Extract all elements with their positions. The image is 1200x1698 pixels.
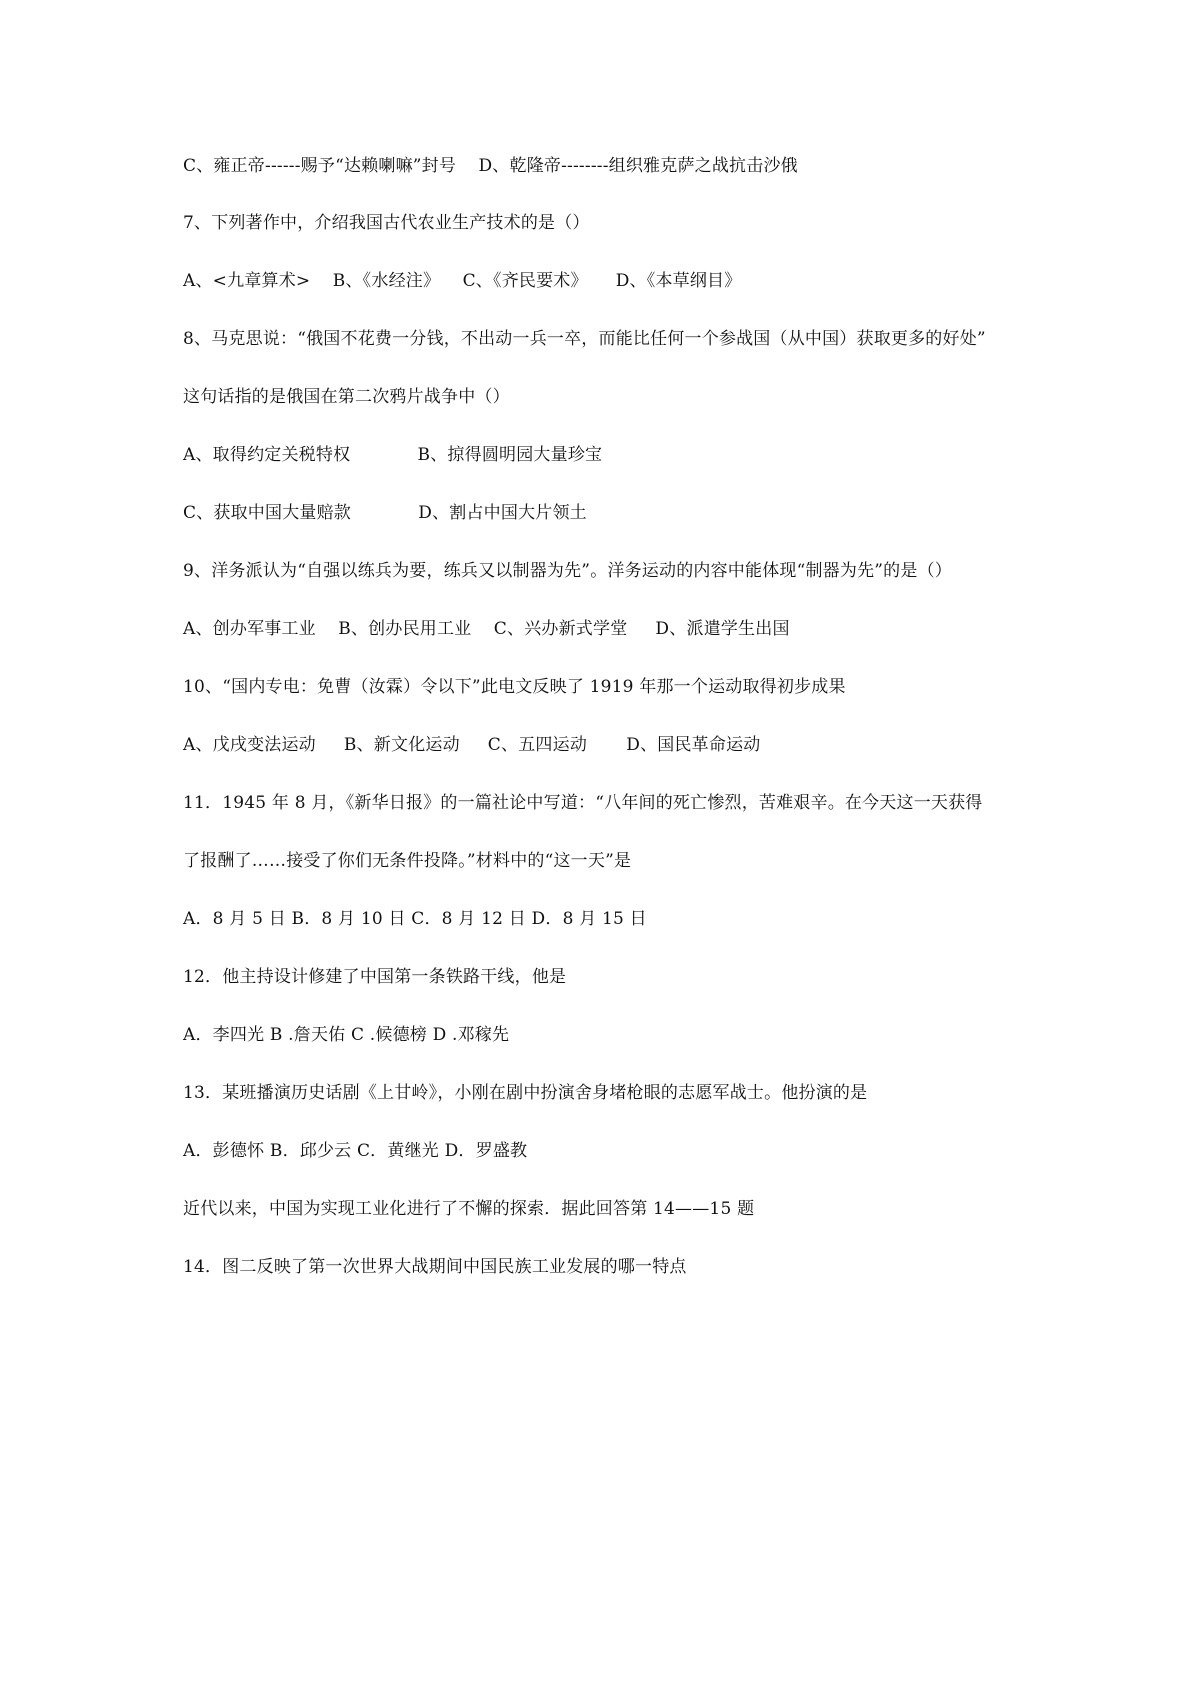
question-11-stem-continued: 了报酬了……接受了你们无条件投降。”材料中的“这一天”是	[183, 851, 632, 871]
question-11-options: A．8 月 5 日 B．8 月 10 日 C．8 月 12 日 D．8 月 15 日	[183, 909, 647, 929]
question-13-options: A．彭德怀 B．邱少云 C．黄继光 D．罗盛教	[183, 1141, 528, 1161]
question-13-stem: 13．某班播演历史话剧《上甘岭》，小刚在剧中扮演舍身堵枪眼的志愿军战士。他扮演的是	[183, 1083, 868, 1103]
question-10-stem: 10、“国内专电：免曹（汝霖）令以下”此电文反映了 1919 年那一个运动取得初步成果	[183, 677, 846, 697]
question-10-options: A、戊戌变法运动 B、新文化运动 C、五四运动 D、国民革命运动	[183, 735, 761, 755]
question-9-options: A、创办军事工业 B、创办民用工业 C、兴办新式学堂 D、派遣学生出国	[183, 619, 790, 639]
question-8-options-cd: C、获取中国大量赔款 D、割占中国大片领土	[183, 503, 587, 523]
question-14-stem: 14．图二反映了第一次世界大战期间中国民族工业发展的哪一特点	[183, 1257, 687, 1277]
question-8-stem-continued: 这句话指的是俄国在第二次鸦片战争中（）	[183, 387, 510, 407]
question-12-options: A．李四光 B .詹天佑 C .候德榜 D .邓稼先	[183, 1025, 510, 1045]
question-9-stem: 9、洋务派认为“自强以练兵为要，练兵又以制器为先”。洋务运动的内容中能体现“制器为先”的是（）	[183, 561, 952, 581]
section-intro-14-15: 近代以来，中国为实现工业化进行了不懈的探索．据此回答第 14——15 题	[183, 1199, 755, 1219]
question-12-stem: 12．他主持设计修建了中国第一条铁路干线，他是	[183, 967, 567, 987]
question-6-option-cd: C、雍正帝------赐予“达赖喇嘛”封号 D、乾隆帝--------组织雅克萨之战抗击沙俄	[183, 156, 798, 176]
question-7-options: A、<九章算术> B、《水经注》 C、《齐民要术》 D、《本草纲目》	[183, 271, 742, 291]
question-7-stem: 7、下列著作中，介绍我国古代农业生产技术的是（）	[183, 213, 590, 233]
question-8-stem: 8、马克思说：“俄国不花费一分钱，不出动一兵一卒，而能比任何一个参战国（从中国）获取更多的好处”	[183, 329, 986, 349]
question-11-stem: 11．1945 年 8 月，《新华日报》的一篇社论中写道：“八年间的死亡惨烈，苦难艰辛。在今天这一天获得	[183, 793, 983, 813]
question-8-options-ab: A、取得约定关税特权 B、掠得圆明园大量珍宝	[183, 445, 603, 465]
